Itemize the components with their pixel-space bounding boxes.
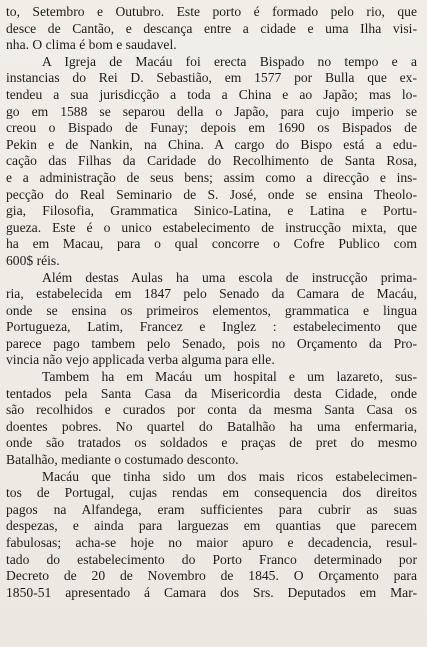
text-line: Batalhão, mediante o costumado desconto.: [6, 452, 239, 468]
text-line: Decreto de 20 de Novembro de 1845. O Orçamento para: [6, 568, 417, 584]
text-line: go em 1588 se separou della o Japão, para cujo imperio se: [6, 103, 417, 119]
text-line: tos de Portugal, cujas rendas em consequencia dos direitos: [6, 485, 417, 501]
paragraph-1: [6, 54, 417, 270]
text-line: fabulosas; acha-se hoje no maior apuro e decadencia, resul-: [6, 535, 417, 550]
text-line: despezas, e ainda para larguezas em quantias que parecem: [6, 518, 417, 534]
text-line: A Igreja de Macáu foi erecta Bispado no tempo e a: [42, 53, 417, 69]
text-line: creou o Bispado de Funay; depois em 1690 os Bispados de: [6, 120, 417, 136]
text-line: Portugueza, Latim, Francez e Inglez : estabelecimento que: [6, 319, 417, 335]
text-line: Além destas Aulas ha uma escola de instrucção prima-: [42, 269, 417, 285]
text-line: onde são tratados os soldados e praças de pret do mesmo: [6, 435, 417, 451]
text-line: instancias do Rei D. Sebastião, em 1577 por Bulla que ex-: [6, 70, 417, 86]
text-line: gueza. Este é o unico estabelecimento de instrucção mixta, que: [6, 219, 417, 235]
text-line: Tambem ha em Macáu um hospital e um lazareto, sus-: [42, 369, 417, 385]
text-line: 600$ réis.: [6, 252, 60, 268]
text-line: nha. O clima é bom e saudavel.: [6, 37, 177, 53]
text-line: parece pago tambem pelo Senado, pois no Orçamento da Pro-: [6, 335, 417, 351]
text-line: desce de Cantão, e descança entre a cidade e uma Ilha visi-: [6, 20, 417, 36]
text-line: pagos na Alfandega, eram sufficientes para cubrir as suas: [6, 501, 417, 517]
text-line: onde se ensina os primeiros elementos, grammatica e lingua: [6, 302, 417, 318]
paragraph-0: [6, 4, 417, 54]
text-line: ria, estabelecida em 1847 pelo Senado da Camara de Macáu,: [6, 286, 417, 302]
text-line: gia, Filosofia, Grammatica Sinico-Latina, e Latina e Portu-: [6, 203, 417, 219]
text-line: doentes pobres. No quartel do Batalhão ha uma enfermaria,: [6, 418, 417, 434]
text-line: to, Setembro e Outubro. Este porto é formado pelo rio, que: [6, 4, 417, 19]
text-line: são recolhidos e curados por conta da mesma Santa Casa os: [6, 402, 417, 418]
text-line: e a administração de seus bens; assim como a direcção e ins-: [6, 169, 417, 185]
text-line: vincia não vejo applicada verba alguma para elle.: [6, 352, 275, 368]
paragraph-4: [6, 469, 417, 602]
text-line: tentados pela Santa Casa da Misericordia desta Cidade, onde: [6, 385, 417, 401]
paragraph-2: [6, 270, 417, 370]
text-line: 1850-51 apresentado á Camara dos Srs. Deputados em Mar-: [6, 584, 417, 600]
text-line: Macáu que tinha sido um dos mais ricos estabelecimen-: [42, 468, 417, 484]
text-line: Pekin e de Nankin, na China. A cargo do Bispo está a edu-: [6, 136, 417, 152]
paragraph-3: [6, 369, 417, 469]
text-line: cação das Filhas da Caridade do Recolhimento de Santa Rosa,: [6, 153, 417, 169]
text-line: tendeu a sua jurisdicção a toda a China e ao Japão; mas lo-: [6, 86, 417, 102]
text-line: tado do estabelecimento do Porto Franco determinado por: [6, 551, 417, 567]
text-line: ha em Macau, para o qual concorre o Cofre Publico com: [6, 236, 417, 252]
text-line: pecção do Real Seminario de S. José, onde se ensina Theolo-: [6, 186, 417, 202]
